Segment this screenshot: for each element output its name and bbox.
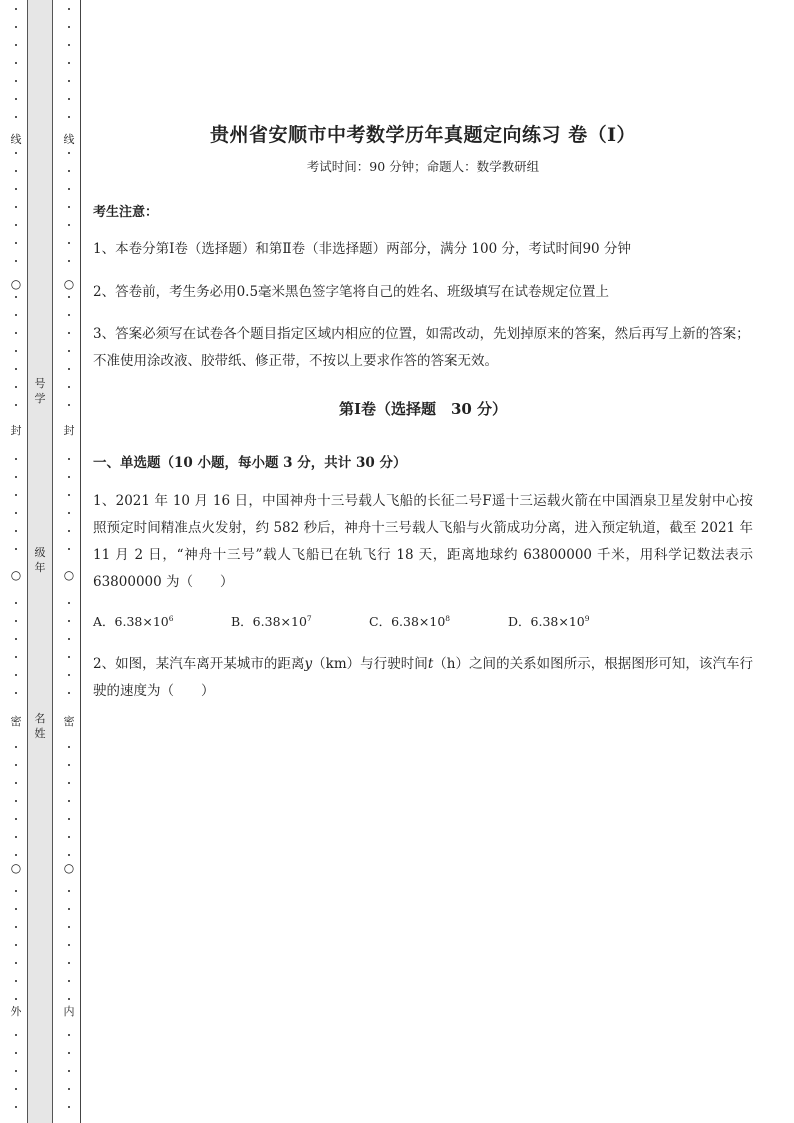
binding-dot	[68, 638, 70, 640]
notice-item-1: 1、本卷分第Ⅰ卷（选择题）和第Ⅱ卷（非选择题）两部分，满分 100 分，考试时间90 分钟	[93, 241, 631, 257]
binding-dot	[68, 26, 70, 28]
outer-mark-line: 线	[6, 133, 26, 147]
binding-dot	[15, 170, 17, 172]
binding-dot	[15, 620, 17, 622]
binding-dot	[68, 152, 70, 154]
binding-dot	[15, 1070, 17, 1072]
binding-dot	[15, 206, 17, 208]
binding-dot	[15, 746, 17, 748]
outer-mark-circle: ○	[6, 861, 26, 875]
section-title: 第Ⅰ卷（选择题 30 分）	[338, 400, 508, 418]
student-info-bar	[27, 0, 53, 1123]
binding-dot	[15, 80, 17, 82]
option-d[interactable]	[508, 612, 590, 630]
binding-dot	[15, 512, 17, 514]
binding-dot	[15, 818, 17, 820]
binding-dot	[15, 296, 17, 298]
binding-dot	[15, 656, 17, 658]
binding-dot	[15, 782, 17, 784]
binding-dot	[15, 1106, 17, 1108]
binding-dot	[68, 530, 70, 532]
binding-dot	[68, 692, 70, 694]
binding-dot	[15, 476, 17, 478]
binding-dot	[68, 8, 70, 10]
binding-dot	[15, 800, 17, 802]
binding-dot	[15, 98, 17, 100]
binding-dot	[68, 656, 70, 658]
binding-dot	[15, 458, 17, 460]
margin-divider-line	[80, 0, 81, 1123]
binding-dot	[68, 674, 70, 676]
question-2	[93, 651, 753, 705]
binding-dot	[68, 764, 70, 766]
binding-dot	[68, 404, 70, 406]
binding-dot	[68, 818, 70, 820]
binding-dot	[68, 350, 70, 352]
binding-dot	[15, 350, 17, 352]
binding-dot	[68, 224, 70, 226]
binding-dot	[15, 26, 17, 28]
binding-dot	[15, 998, 17, 1000]
binding-dot	[15, 1034, 17, 1036]
binding-dot	[68, 80, 70, 82]
binding-dot	[68, 368, 70, 370]
option-c-label: C．6.38×10	[369, 614, 446, 629]
binding-dot	[68, 836, 70, 838]
binding-dot	[68, 116, 70, 118]
binding-dot	[15, 224, 17, 226]
binding-dot	[68, 242, 70, 244]
inner-mark-line: 线	[59, 133, 79, 147]
binding-dot	[68, 260, 70, 262]
field-grade	[28, 545, 52, 575]
binding-dot	[15, 44, 17, 46]
binding-dot	[15, 152, 17, 154]
binding-dot	[15, 854, 17, 856]
binding-dot	[15, 764, 17, 766]
notice-item-2: 2、答卷前，考生务必用0.5毫米黑色签字笔将自己的姓名、班级填写在试卷规定位置上	[93, 284, 610, 300]
binding-dot	[15, 188, 17, 190]
binding-dot	[15, 908, 17, 910]
binding-dot	[68, 206, 70, 208]
binding-dot	[15, 1088, 17, 1090]
binding-dot	[68, 980, 70, 982]
inner-mark-circle: ○	[59, 861, 79, 875]
binding-dot	[68, 332, 70, 334]
field-student-number	[28, 376, 52, 406]
binding-dot	[68, 602, 70, 604]
binding-dot	[15, 638, 17, 640]
binding-dot	[15, 8, 17, 10]
binding-dot	[15, 980, 17, 982]
binding-dot	[15, 890, 17, 892]
binding-dot	[15, 674, 17, 676]
binding-dot	[15, 530, 17, 532]
option-b-exponent: 7	[306, 613, 312, 623]
binding-dot	[68, 494, 70, 496]
binding-dot	[68, 746, 70, 748]
question-2-var-t: t	[427, 656, 434, 672]
binding-dot	[15, 494, 17, 496]
binding-dot	[68, 1070, 70, 1072]
question-2-var-y: y	[304, 656, 313, 672]
inner-mark-secret: 密	[59, 715, 79, 729]
binding-dot	[68, 512, 70, 514]
exam-title: 贵州省安顺市中考数学历年真题定向练习 卷（Ⅰ）	[209, 124, 636, 146]
outer-mark-circle: ○	[6, 568, 26, 582]
binding-dot	[15, 962, 17, 964]
binding-dot	[15, 836, 17, 838]
binding-dot	[15, 692, 17, 694]
binding-dot	[68, 98, 70, 100]
binding-dot	[68, 926, 70, 928]
option-c-exponent: 8	[445, 613, 451, 623]
binding-dot	[68, 962, 70, 964]
notice-heading: 考生注意：	[93, 205, 159, 220]
inner-mark-inside: 内	[59, 1005, 79, 1019]
binding-dot	[68, 1088, 70, 1090]
option-b-label: B．6.38×10	[231, 614, 307, 629]
binding-dot	[68, 1052, 70, 1054]
option-a[interactable]	[93, 612, 174, 630]
field-name	[28, 711, 52, 741]
binding-dot	[68, 620, 70, 622]
binding-dot	[68, 944, 70, 946]
binding-dot	[68, 908, 70, 910]
binding-dot	[68, 1106, 70, 1108]
question-1-options	[93, 612, 753, 636]
binding-dot	[68, 314, 70, 316]
option-d-label: D．6.38×10	[508, 614, 585, 629]
option-b[interactable]	[231, 612, 312, 630]
binding-dot	[68, 998, 70, 1000]
option-a-label: A．6.38×10	[93, 614, 169, 629]
question-2-text-end: （h）之间的关系如图所示，根据图形可知，该汽车行驶的速度为（ ）	[93, 656, 754, 699]
question-2-text-mid: （km）与行驶时间	[312, 656, 428, 672]
binding-dot	[68, 296, 70, 298]
outer-dotted-line	[6, 0, 26, 1123]
binding-dot	[68, 62, 70, 64]
binding-dot	[68, 458, 70, 460]
binding-dot	[15, 332, 17, 334]
option-d-exponent: 9	[584, 613, 590, 623]
binding-dot	[15, 548, 17, 550]
binding-dot	[15, 602, 17, 604]
outer-mark-outside: 外	[6, 1005, 26, 1019]
binding-margin	[0, 0, 84, 1123]
binding-dot	[15, 368, 17, 370]
binding-dot	[68, 782, 70, 784]
binding-dot	[15, 404, 17, 406]
binding-dot	[68, 170, 70, 172]
binding-dot	[15, 944, 17, 946]
question-1: 1、2021 年 10 月 16 日，中国神舟十三号载人飞船的长征二号F遥十三运载火箭在中国酒泉卫星发射中心按照预定时间精准点火发射，约 582 秒后，神舟十三号载人飞船与火箭成功分离，进入预定轨道，截至 2021 年 11 月 2 日，“神舟十三号”载人飞船已在轨飞行 18 天，距离地球约 63800000 千米，用科学记数法表示 63800000 为（ ）	[93, 493, 753, 590]
inner-mark-circle: ○	[59, 568, 79, 582]
outer-mark-circle: ○	[6, 277, 26, 291]
binding-dot	[15, 62, 17, 64]
field-grade-label: 级 年	[34, 546, 46, 574]
binding-dot	[15, 116, 17, 118]
binding-dot	[68, 386, 70, 388]
binding-dot	[68, 1034, 70, 1036]
field-student-number-label-1: 号 学	[34, 377, 46, 405]
inner-mark-circle: ○	[59, 277, 79, 291]
inner-dotted-line	[59, 0, 79, 1123]
binding-dot	[68, 800, 70, 802]
part-heading: 一、单选题（10 小题，每小题 3 分，共计 30 分）	[93, 455, 407, 471]
binding-dot	[15, 926, 17, 928]
exam-subtitle: 考试时间：90 分钟；命题人：数学教研组	[306, 159, 540, 174]
field-name-label: 名 姓	[34, 712, 46, 740]
binding-dot	[68, 548, 70, 550]
binding-dot	[15, 260, 17, 262]
binding-dot	[68, 854, 70, 856]
inner-mark-seal: 封	[59, 424, 79, 438]
outer-mark-secret: 密	[6, 715, 26, 729]
notice-item-3: 3、答案必须写在试卷各个题目指定区域内相应的位置，如需改动，先划掉原来的答案，然后再写上新的答案；不准使用涂改液、胶带纸、修正带，不按以上要求作答的答案无效。	[93, 326, 750, 369]
option-c[interactable]	[369, 612, 450, 630]
binding-dot	[15, 1052, 17, 1054]
binding-dot	[15, 386, 17, 388]
binding-dot	[15, 242, 17, 244]
binding-dot	[68, 44, 70, 46]
outer-mark-seal: 封	[6, 424, 26, 438]
binding-dot	[68, 890, 70, 892]
binding-dot	[15, 314, 17, 316]
binding-dot	[68, 476, 70, 478]
question-2-text-start: 2、如图，某汽车离开某城市的距离	[93, 656, 305, 672]
option-a-exponent: 6	[168, 613, 174, 623]
binding-dot	[68, 188, 70, 190]
